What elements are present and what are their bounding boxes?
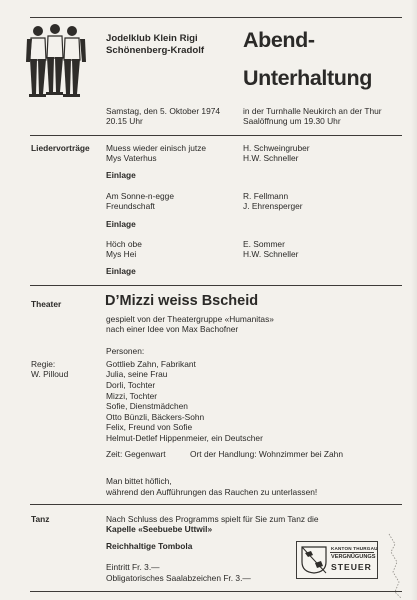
einlage-label: Einlage: [106, 219, 136, 229]
event-venue: in der Turnhalle Neukirch an der Thur: [243, 106, 382, 116]
play-credit: gespielt von der Theatergruppe «Humanitas»: [106, 314, 274, 324]
three-yodelers-icon: [24, 22, 88, 98]
smoking-note: während den Aufführungen das Rauchen zu unterlassen!: [106, 487, 318, 497]
event-date: Samstag, den 5. Oktober 1974: [106, 106, 221, 116]
cast-member: Mizzi, Tochter: [106, 391, 158, 401]
song-composer: R. Fellmann: [243, 191, 289, 201]
dance-info: Nach Schluss des Programms spielt für Sie zum Tanz die: [106, 514, 319, 524]
stamp-word1: VERGNÜGUNGS: [331, 554, 376, 560]
song-composer: J. Ehrensperger: [243, 201, 303, 211]
section-rule: [30, 504, 402, 505]
title-line1: Abend-: [243, 28, 315, 52]
club-name-line2: Schönenberg-Kradolf: [106, 45, 205, 56]
club-name-line1: Jodelklub Klein Rigi: [106, 33, 198, 44]
tombola: Reichhaltige Tombola: [106, 541, 193, 551]
cast-member: Julia, seine Frau: [106, 369, 168, 379]
regie-name: W. Pilloud: [31, 369, 69, 379]
play-credit: nach einer Idee von Max Bachofner: [106, 324, 239, 334]
song-composer: H.W. Schneller: [243, 249, 299, 259]
cast-member: Gottlieb Zahn, Fabrikant: [106, 359, 196, 369]
section-rule: [30, 135, 402, 136]
section-label-theater: Theater: [31, 299, 62, 309]
stamp-word2: STEUER: [331, 562, 372, 572]
smoking-note: Man bittet höflich,: [106, 476, 172, 486]
regie-label: Regie:: [31, 359, 56, 369]
song-title: Muess wieder einisch jutze: [106, 143, 207, 153]
song-title: Am Sonne-n-egge: [106, 191, 174, 201]
song-title: Mys Hei: [106, 249, 137, 259]
section-label-lieder: Liedervorträge: [31, 143, 90, 153]
play-setting: Ort der Handlung: Wohnzimmer bei Zahn: [190, 449, 343, 459]
entry-fee: Eintritt Fr. 3.—: [106, 562, 160, 572]
cast-member: Felix, Freund von Sofie: [106, 422, 193, 432]
stamp-divider: [330, 552, 374, 553]
song-title: Mys Vaterhus: [106, 153, 157, 163]
play-time: Zeit: Gegenwart: [106, 449, 166, 459]
song-composer: E. Sommer: [243, 239, 285, 249]
song-composer: H. Schweingruber: [243, 143, 310, 153]
thurgau-crest-icon: [301, 546, 327, 574]
section-rule: [30, 285, 402, 286]
bottom-rule: [30, 591, 402, 592]
top-rule: [30, 17, 402, 18]
badge-fee: Obligatorisches Saalabzeichen Fr. 3.—: [106, 573, 251, 583]
einlage-label: Einlage: [106, 266, 136, 276]
song-title: Höch obe: [106, 239, 142, 249]
play-title: D’Mizzi weiss Bscheid: [105, 293, 259, 309]
song-title: Freundschaft: [106, 201, 155, 211]
cast-member: Dorli, Tochter: [106, 380, 156, 390]
title-line2: Unterhaltung: [243, 66, 372, 90]
song-composer: H.W. Schneller: [243, 153, 299, 163]
event-time: 20.15 Uhr: [106, 116, 143, 126]
einlage-label: Einlage: [106, 170, 136, 180]
section-label-tanz: Tanz: [31, 514, 50, 524]
cast-member: Helmut-Detlef Hippenmeier, ein Deutscher: [106, 433, 263, 443]
personen-label: Personen:: [106, 346, 145, 356]
cast-member: Sofie, Dienstmädchen: [106, 401, 188, 411]
doors-open: Saalöffnung um 19.30 Uhr: [243, 116, 341, 126]
perforation-edge: [385, 532, 415, 598]
band-name: Kapelle «Seebuebe Uttwil»: [106, 524, 213, 534]
tax-stamp: [296, 541, 378, 579]
stamp-canton: KANTON THURGAU: [331, 546, 378, 551]
cast-member: Otto Bünzli, Bäckers-Sohn: [106, 412, 205, 422]
